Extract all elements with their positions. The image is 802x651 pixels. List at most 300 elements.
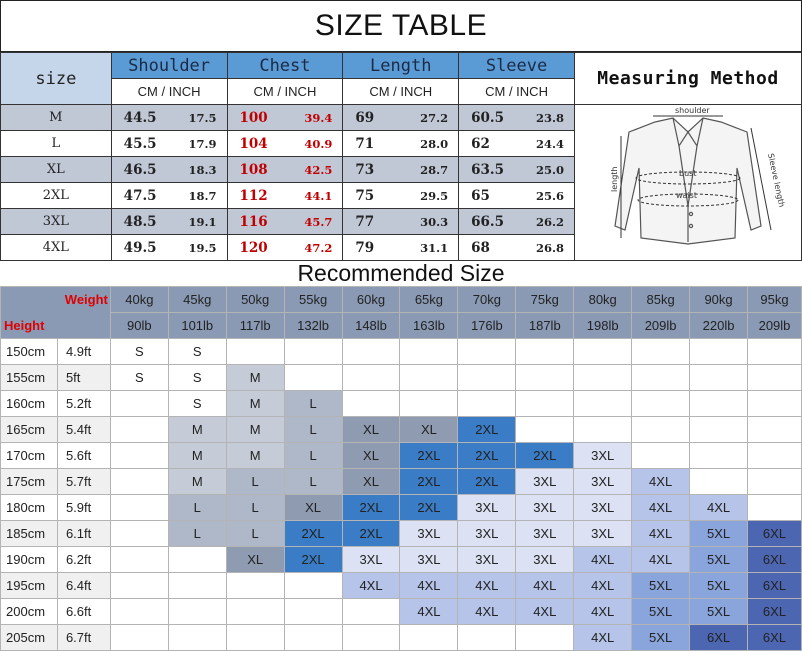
height-cm: 150cm: [1, 339, 58, 365]
recommended-size-cell: M: [168, 417, 226, 443]
height-ft: 4.9ft: [57, 339, 110, 365]
weight-kg-row: [1, 287, 802, 313]
weight-lb-header: 198lb: [574, 313, 632, 339]
chest-cm-value: 100: [239, 109, 268, 126]
weight-kg-header: 65kg: [400, 287, 458, 313]
recommended-size-cell: 2XL: [284, 547, 342, 573]
length-values: [343, 240, 458, 256]
recommended-size-cell: [690, 417, 748, 443]
length-values: [343, 188, 458, 204]
recommended-size-cell: [458, 391, 516, 417]
recommended-size-cell: 6XL: [748, 521, 802, 547]
recommended-size-cell: L: [226, 469, 284, 495]
height-row: [1, 443, 802, 469]
height-cm: 180cm: [1, 495, 58, 521]
shoulder-cell: [111, 183, 227, 209]
height-ft: 6.2ft: [57, 547, 110, 573]
length-cell: [343, 235, 459, 261]
recommended-size-cell: S: [110, 339, 168, 365]
recommended-size-cell: 2XL: [458, 469, 516, 495]
recommended-size-cell: [574, 391, 632, 417]
jacket-measuring-diagram: [575, 106, 801, 260]
recommended-size-cell: [342, 391, 400, 417]
recommended-size-cell: [690, 469, 748, 495]
height-ft: 5ft: [57, 365, 110, 391]
weight-kg-header: 75kg: [516, 287, 574, 313]
recommended-size-cell: [342, 365, 400, 391]
height-cm: 190cm: [1, 547, 58, 573]
recommended-size-cell: [748, 417, 802, 443]
shoulder-cm-value: 49.5: [123, 239, 157, 256]
recommended-size-cell: 4XL: [400, 599, 458, 625]
shoulder-cm-value: 46.5: [123, 161, 157, 178]
weight-kg-header: 50kg: [226, 287, 284, 313]
recommended-size-cell: 3XL: [574, 495, 632, 521]
height-row: [1, 417, 802, 443]
recommended-size-cell: 4XL: [516, 573, 574, 599]
height-cm: 185cm: [1, 521, 58, 547]
height-ft: 5.7ft: [57, 469, 110, 495]
weight-kg-header: 55kg: [284, 287, 342, 313]
sleeve-values: [459, 110, 574, 126]
shoulder-cm-value: 45.5: [123, 135, 157, 152]
size-row: [1, 105, 802, 131]
recommended-size-cell: [748, 443, 802, 469]
chest-values: [228, 136, 343, 152]
recommended-size-cell: 4XL: [400, 573, 458, 599]
recommended-size-cell: 4XL: [574, 625, 632, 651]
recommended-size-cell: 6XL: [748, 625, 802, 651]
shoulder-inch-value: 19.5: [188, 240, 217, 255]
recommended-size-cell: [284, 599, 342, 625]
recommended-size-cell: [748, 365, 802, 391]
sleeve-cell: [459, 157, 575, 183]
sleeve-cm-value: 60.5: [471, 109, 505, 126]
height-row: [1, 573, 802, 599]
length-inch-value: 31.1: [420, 240, 449, 255]
recommended-size-cell: [632, 365, 690, 391]
height-row: [1, 599, 802, 625]
recommended-size-cell: L: [168, 495, 226, 521]
weight-lb-header: 187lb: [516, 313, 574, 339]
recommended-size-table: [0, 286, 802, 651]
shoulder-cell: [111, 105, 227, 131]
recommended-size-cell: [110, 521, 168, 547]
recommended-size-cell: [632, 391, 690, 417]
recommended-size-cell: [574, 365, 632, 391]
chest-inch-value: 39.4: [304, 110, 333, 125]
recommended-size-cell: [110, 469, 168, 495]
chest-cm-value: 116: [239, 213, 268, 230]
height-ft: 6.1ft: [57, 521, 110, 547]
height-ft: 6.7ft: [57, 625, 110, 651]
shoulder-cm-value: 47.5: [123, 187, 157, 204]
recommended-size-cell: 3XL: [400, 521, 458, 547]
recommended-size-cell: 2XL: [458, 443, 516, 469]
shoulder-inch-value: 17.5: [188, 110, 217, 125]
recommended-size-cell: 4XL: [516, 599, 574, 625]
recommended-size-cell: [110, 547, 168, 573]
recommended-size-cell: [110, 443, 168, 469]
weight-lb-header: 101lb: [168, 313, 226, 339]
weight-kg-header: 85kg: [632, 287, 690, 313]
shoulder-cm-value: 48.5: [123, 213, 157, 230]
recommended-size-cell: [284, 339, 342, 365]
chest-cm-value: 112: [239, 187, 268, 204]
recommended-size-cell: 4XL: [342, 573, 400, 599]
recommended-size-cell: M: [226, 417, 284, 443]
height-ft: 5.6ft: [57, 443, 110, 469]
recommended-size-cell: [168, 599, 226, 625]
chest-cell: [227, 183, 343, 209]
recommended-size-cell: 2XL: [342, 521, 400, 547]
recommended-size-cell: XL: [342, 443, 400, 469]
recommended-size-cell: 6XL: [748, 599, 802, 625]
recommended-size-cell: S: [168, 339, 226, 365]
weight-lb-header: 90lb: [110, 313, 168, 339]
recommended-size-cell: 2XL: [400, 469, 458, 495]
weight-lb-header: 220lb: [690, 313, 748, 339]
recommended-size-cell: 2XL: [342, 495, 400, 521]
recommended-size-cell: XL: [226, 547, 284, 573]
length-inch-value: 28.0: [420, 136, 449, 151]
weight-kg-header: 60kg: [342, 287, 400, 313]
diagram-label-shoulder: shoulder: [674, 105, 710, 115]
recommended-size-cell: 3XL: [516, 495, 574, 521]
height-cm: 200cm: [1, 599, 58, 625]
shoulder-cell: [111, 209, 227, 235]
recommended-size-cell: 5XL: [690, 547, 748, 573]
recommended-size-cell: S: [168, 365, 226, 391]
diagram-label-length: length: [609, 166, 619, 192]
recommended-size-cell: [342, 599, 400, 625]
recommended-size-cell: 3XL: [516, 521, 574, 547]
length-cm-value: 73: [355, 161, 375, 178]
measuring-method-diagram-cell: [574, 105, 801, 261]
chest-values: [228, 240, 343, 256]
recommended-size-cell: [284, 625, 342, 651]
recommended-size-cell: [748, 495, 802, 521]
recommended-size-cell: 3XL: [516, 469, 574, 495]
recommended-size-cell: [690, 391, 748, 417]
chest-values: [228, 188, 343, 204]
height-row: [1, 495, 802, 521]
chest-cm-value: 104: [239, 135, 268, 152]
unit-header-length: CM / INCH: [343, 79, 459, 105]
recommended-size-cell: [458, 339, 516, 365]
recommended-size-cell: 5XL: [690, 599, 748, 625]
recommended-size-cell: [400, 391, 458, 417]
height-ft: 5.4ft: [57, 417, 110, 443]
recommended-size-cell: [400, 339, 458, 365]
height-ft: 5.9ft: [57, 495, 110, 521]
recommended-size-cell: [748, 339, 802, 365]
recommended-size-cell: 6XL: [748, 547, 802, 573]
weight-kg-header: 40kg: [110, 287, 168, 313]
recommended-size-cell: [342, 625, 400, 651]
height-ft: 6.6ft: [57, 599, 110, 625]
recommended-size-cell: 5XL: [690, 573, 748, 599]
recommended-size-cell: M: [226, 443, 284, 469]
size-table-title: SIZE TABLE: [0, 0, 802, 52]
sleeve-cell: [459, 131, 575, 157]
height-ft: 6.4ft: [57, 573, 110, 599]
length-cm-value: 77: [355, 213, 375, 230]
recommended-size-cell: S: [110, 365, 168, 391]
recommended-size-cell: 2XL: [458, 417, 516, 443]
weight-lb-header: 117lb: [226, 313, 284, 339]
recommended-size-cell: S: [168, 391, 226, 417]
shoulder-values: [112, 240, 227, 256]
recommended-size-cell: L: [168, 521, 226, 547]
chest-cm-value: 108: [239, 161, 268, 178]
recommended-size-cell: 4XL: [632, 469, 690, 495]
weight-kg-header: 80kg: [574, 287, 632, 313]
recommended-size-cell: 4XL: [574, 547, 632, 573]
recommended-size-cell: [516, 417, 574, 443]
recommended-size-cell: 3XL: [458, 521, 516, 547]
chest-values: [228, 162, 343, 178]
length-cell: [343, 209, 459, 235]
height-row: [1, 625, 802, 651]
shoulder-values: [112, 136, 227, 152]
diagram-label-sleeve-length: Sleeve length: [766, 152, 787, 208]
chest-cell: [227, 131, 343, 157]
size-column-header: size: [1, 53, 112, 105]
recommended-size-cell: 3XL: [400, 547, 458, 573]
recommended-size-cell: [400, 625, 458, 651]
length-values: [343, 214, 458, 230]
recommended-size-cell: 6XL: [748, 573, 802, 599]
recommended-size-cell: [168, 625, 226, 651]
unit-header-chest: CM / INCH: [227, 79, 343, 105]
sleeve-inch-value: 25.0: [535, 162, 564, 177]
recommended-size-cell: 2XL: [400, 495, 458, 521]
shoulder-cm-value: 44.5: [123, 109, 157, 126]
recommended-size-cell: XL: [342, 469, 400, 495]
measure-header-shoulder: Shoulder: [111, 53, 227, 79]
recommended-size-cell: L: [284, 391, 342, 417]
recommended-size-cell: [110, 573, 168, 599]
recommended-size-cell: 4XL: [690, 495, 748, 521]
length-cm-value: 69: [355, 109, 375, 126]
recommended-size-cell: [110, 391, 168, 417]
sleeve-values: [459, 136, 574, 152]
shoulder-values: [112, 162, 227, 178]
recommended-size-cell: [110, 417, 168, 443]
recommended-size-cell: [690, 339, 748, 365]
chest-cell: [227, 157, 343, 183]
unit-header-sleeve: CM / INCH: [459, 79, 575, 105]
chest-cell: [227, 209, 343, 235]
recommended-size-cell: [574, 339, 632, 365]
recommended-size-cell: 4XL: [632, 495, 690, 521]
shoulder-inch-value: 18.7: [188, 188, 217, 203]
recommended-size-cell: [458, 365, 516, 391]
chest-values: [228, 214, 343, 230]
recommended-size-cell: 5XL: [632, 599, 690, 625]
diagram-label-bust: bust: [678, 168, 697, 178]
weight-lb-header: 209lb: [632, 313, 690, 339]
length-cell: [343, 157, 459, 183]
recommended-size-cell: [168, 573, 226, 599]
recommended-size-cell: 2XL: [516, 443, 574, 469]
recommended-size-cell: 2XL: [284, 521, 342, 547]
weight-height-corner: [1, 287, 111, 339]
recommended-size-cell: [748, 469, 802, 495]
recommended-size-cell: L: [226, 495, 284, 521]
recommended-size-cell: [110, 495, 168, 521]
length-cm-value: 71: [355, 135, 375, 152]
recommended-size-cell: 6XL: [690, 625, 748, 651]
recommended-size-cell: [284, 365, 342, 391]
shoulder-inch-value: 19.1: [188, 214, 217, 229]
length-values: [343, 136, 458, 152]
sleeve-cell: [459, 105, 575, 131]
chest-cell: [227, 105, 343, 131]
recommended-size-cell: 3XL: [574, 469, 632, 495]
shoulder-cell: [111, 235, 227, 261]
weight-lb-header: 176lb: [458, 313, 516, 339]
recommended-size-cell: L: [284, 469, 342, 495]
sleeve-cm-value: 62: [471, 135, 490, 152]
recommended-size-cell: [342, 339, 400, 365]
recommended-size-cell: 4XL: [632, 521, 690, 547]
weight-lb-header: 163lb: [400, 313, 458, 339]
chest-inch-value: 45.7: [304, 214, 333, 229]
height-cm: 175cm: [1, 469, 58, 495]
recommended-size-cell: L: [226, 521, 284, 547]
unit-header-shoulder: CM / INCH: [111, 79, 227, 105]
recommended-size-cell: L: [284, 443, 342, 469]
sleeve-cell: [459, 209, 575, 235]
chest-inch-value: 42.5: [304, 162, 333, 177]
recommended-size-cell: [574, 417, 632, 443]
sleeve-inch-value: 24.4: [535, 136, 564, 151]
sleeve-values: [459, 240, 574, 256]
height-row: [1, 365, 802, 391]
recommended-size-cell: [632, 417, 690, 443]
recommended-size-cell: 4XL: [632, 547, 690, 573]
recommended-size-cell: 4XL: [574, 573, 632, 599]
recommended-size-cell: 3XL: [458, 495, 516, 521]
recommended-size-cell: M: [168, 443, 226, 469]
weight-kg-header: 95kg: [748, 287, 802, 313]
recommended-size-cell: [110, 599, 168, 625]
weight-kg-header: 70kg: [458, 287, 516, 313]
recommended-size-title: Recommended Size: [297, 260, 505, 286]
recommended-size-cell: [516, 391, 574, 417]
measure-header-length: Length: [343, 53, 459, 79]
sleeve-cm-value: 63.5: [471, 161, 505, 178]
sleeve-values: [459, 188, 574, 204]
recommended-size-cell: 5XL: [632, 573, 690, 599]
recommended-size-cell: M: [226, 365, 284, 391]
height-ft: 5.2ft: [57, 391, 110, 417]
size-label: 3XL: [1, 209, 112, 235]
recommended-size-cell: 3XL: [516, 547, 574, 573]
sleeve-inch-value: 26.8: [535, 240, 564, 255]
recommended-size-cell: [516, 339, 574, 365]
size-table: [0, 52, 802, 261]
recommended-size-cell: 5XL: [632, 625, 690, 651]
weight-lb-row: [1, 313, 802, 339]
shoulder-cell: [111, 157, 227, 183]
chest-inch-value: 44.1: [304, 188, 333, 203]
length-cell: [343, 131, 459, 157]
length-cell: [343, 105, 459, 131]
sleeve-cm-value: 66.5: [471, 213, 505, 230]
recommended-size-cell: [226, 625, 284, 651]
chest-inch-value: 47.2: [304, 240, 333, 255]
length-inch-value: 27.2: [420, 110, 449, 125]
chest-values: [228, 110, 343, 126]
recommended-size-cell: [226, 599, 284, 625]
shoulder-inch-value: 18.3: [188, 162, 217, 177]
chest-cm-value: 120: [239, 239, 268, 256]
recommended-size-cell: XL: [400, 417, 458, 443]
recommended-size-cell: 4XL: [458, 599, 516, 625]
measuring-method-header: [574, 53, 801, 105]
shoulder-values: [112, 214, 227, 230]
measure-header-chest: Chest: [227, 53, 343, 79]
recommended-size-cell: 5XL: [690, 521, 748, 547]
recommended-size-cell: 2XL: [400, 443, 458, 469]
recommended-size-cell: [110, 625, 168, 651]
recommended-size-cell: [690, 365, 748, 391]
sleeve-values: [459, 214, 574, 230]
weight-kg-header: 90kg: [690, 287, 748, 313]
length-values: [343, 162, 458, 178]
sleeve-cell: [459, 235, 575, 261]
recommended-size-cell: [284, 573, 342, 599]
length-inch-value: 28.7: [420, 162, 449, 177]
recommended-size-cell: [748, 391, 802, 417]
sleeve-inch-value: 23.8: [535, 110, 564, 125]
height-row: [1, 521, 802, 547]
length-cm-value: 79: [355, 239, 375, 256]
length-cm-value: 75: [355, 187, 375, 204]
length-cell: [343, 183, 459, 209]
recommended-size-cell: [226, 573, 284, 599]
recommended-size-cell: 4XL: [458, 573, 516, 599]
height-cm: 195cm: [1, 573, 58, 599]
height-cm: 155cm: [1, 365, 58, 391]
shoulder-cell: [111, 131, 227, 157]
measure-header-sleeve: Sleeve: [459, 53, 575, 79]
recommended-size-cell: M: [226, 391, 284, 417]
sleeve-cell: [459, 183, 575, 209]
height-row: [1, 339, 802, 365]
sleeve-inch-value: 25.6: [535, 188, 564, 203]
weight-kg-header: 45kg: [168, 287, 226, 313]
sleeve-inch-value: 26.2: [535, 214, 564, 229]
recommended-size-cell: 3XL: [458, 547, 516, 573]
recommended-size-cell: [168, 547, 226, 573]
height-row: [1, 469, 802, 495]
recommended-size-cell: [632, 339, 690, 365]
shoulder-values: [112, 188, 227, 204]
size-label: 4XL: [1, 235, 112, 261]
recommended-size-cell: XL: [342, 417, 400, 443]
height-cm: 160cm: [1, 391, 58, 417]
height-label: Height: [4, 318, 45, 333]
recommended-size-cell: 4XL: [574, 599, 632, 625]
size-label: M: [1, 105, 112, 131]
length-inch-value: 29.5: [420, 188, 449, 203]
recommended-size-cell: 3XL: [342, 547, 400, 573]
recommended-size-cell: 3XL: [574, 443, 632, 469]
